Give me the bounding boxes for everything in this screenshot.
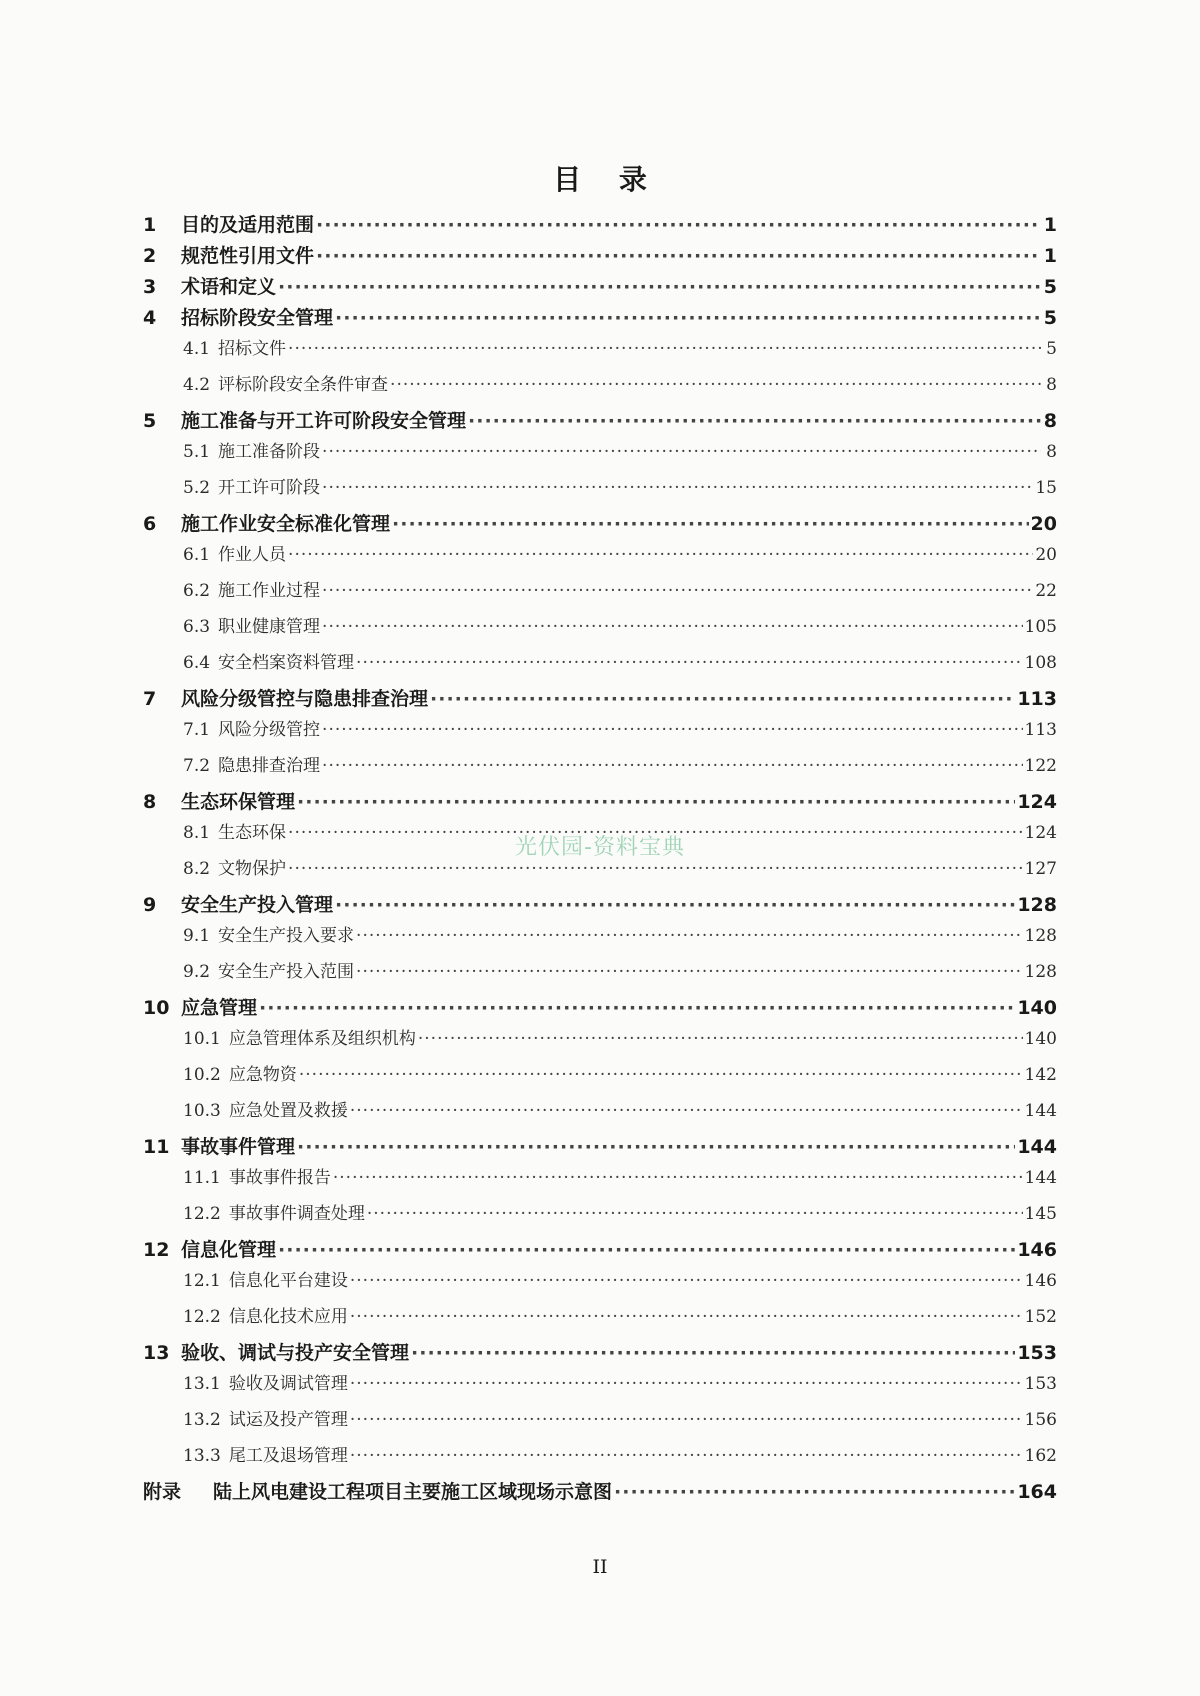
- toc-entry-page: 144: [1024, 1101, 1057, 1121]
- toc-entry-number: 6.4: [183, 653, 211, 673]
- page-number: II: [592, 1556, 608, 1578]
- toc-entry-title: 施工作业过程: [218, 581, 321, 601]
- toc-dot-leader: [350, 1101, 1023, 1121]
- toc-entry-number: 7.2: [183, 756, 211, 776]
- toc-entry-title: 风险分级管控: [218, 720, 321, 740]
- toc-entry-page: 105: [1024, 617, 1057, 637]
- toc-entry-number: 10.2: [183, 1065, 221, 1085]
- toc-entry-page: 144: [1024, 1168, 1057, 1188]
- toc-dot-leader: [614, 1481, 1015, 1503]
- toc-entry-title: 职业健康管理: [218, 617, 321, 637]
- toc-entry-title: 事故事件管理: [181, 1136, 296, 1158]
- toc-entry-page: 8: [1046, 442, 1057, 462]
- toc-entry-number: 12.1: [183, 1271, 221, 1291]
- toc-chapter-row[interactable]: [143, 241, 1057, 272]
- toc-entry-number: 9: [143, 894, 157, 916]
- toc-section-row[interactable]: [143, 1405, 1057, 1441]
- toc-entry-title: 事故事件调查处理: [228, 1204, 365, 1224]
- toc-section-row[interactable]: [143, 1096, 1057, 1132]
- toc-entry-page: 1: [1043, 214, 1057, 236]
- toc-entry-page: 124: [1024, 823, 1057, 843]
- toc-entry-page: 5: [1043, 276, 1057, 298]
- toc-entry-title: 信息化平台建设: [228, 1271, 348, 1291]
- toc-entry-number: 6.1: [183, 545, 211, 565]
- toc-entry-page: 140: [1017, 997, 1057, 1019]
- toc-dot-leader: [390, 375, 1041, 395]
- toc-section-row[interactable]: [143, 473, 1057, 509]
- toc-dot-leader: [418, 1029, 1023, 1049]
- toc-chapter-row[interactable]: [143, 406, 1057, 437]
- toc-entry-page: 15: [1035, 478, 1057, 498]
- toc-section-row[interactable]: [143, 921, 1057, 957]
- toc-chapter-row[interactable]: [143, 1338, 1057, 1369]
- toc-entry-number: 4.1: [183, 339, 211, 359]
- toc-entry-title: 评标阶段安全条件审查: [218, 375, 389, 395]
- toc-entry-number: 10.3: [183, 1101, 221, 1121]
- toc-entry-number: 7: [143, 688, 157, 710]
- toc-dot-leader: [356, 926, 1023, 946]
- toc-entry-title: 术语和定义: [181, 276, 277, 298]
- toc-entry-title: 开工许可阶段: [218, 478, 321, 498]
- toc-entry-number: 6.2: [183, 581, 211, 601]
- toc-entry-page: 145: [1024, 1204, 1057, 1224]
- page-title: 目 录: [553, 163, 661, 196]
- toc-appendix-row[interactable]: [143, 1477, 1057, 1510]
- toc-entry-number: 6.3: [183, 617, 211, 637]
- toc-section-row[interactable]: [143, 648, 1057, 684]
- toc-chapter-row[interactable]: [143, 684, 1057, 715]
- toc-section-row[interactable]: [143, 612, 1057, 648]
- toc-entry-title: 安全生产投入管理: [181, 894, 334, 916]
- toc-entry-title: 尾工及退场管理: [228, 1446, 348, 1466]
- toc-entry-title: 生态环保: [218, 823, 287, 843]
- toc-entry-number: 8.1: [183, 823, 211, 843]
- toc-entry-page: 146: [1017, 1239, 1057, 1261]
- toc-entry-title: 事故事件报告: [228, 1168, 331, 1188]
- toc-entry-page: 127: [1024, 859, 1057, 879]
- toc-entry-number: 13.3: [183, 1446, 221, 1466]
- toc-entry-page: 8: [1043, 410, 1057, 432]
- toc-chapter-row[interactable]: [143, 509, 1057, 540]
- toc-entry-page: 20: [1035, 545, 1057, 565]
- toc-entry-page: 124: [1017, 791, 1057, 813]
- toc-dot-leader: [322, 617, 1023, 637]
- toc-entry-number: 3: [143, 276, 157, 298]
- toc-dot-leader: [297, 791, 1015, 813]
- toc-entry-page: 5: [1043, 307, 1057, 329]
- toc-dot-leader: [322, 442, 1041, 462]
- toc-entry-number: 8: [143, 791, 157, 813]
- toc-entry-page: 152: [1024, 1307, 1057, 1327]
- toc-section-row[interactable]: [143, 1199, 1057, 1235]
- toc-dot-leader: [392, 513, 1029, 535]
- toc-section-row[interactable]: [143, 1024, 1057, 1060]
- toc-dot-leader: [316, 214, 1041, 236]
- toc-entry-number: 5.1: [183, 442, 211, 462]
- toc-entry-number: 9.1: [183, 926, 211, 946]
- toc-entry-title: 生态环保管理: [181, 791, 296, 813]
- toc-section-row[interactable]: [143, 1369, 1057, 1405]
- toc-dot-leader: [288, 339, 1041, 359]
- toc-section-row[interactable]: [143, 370, 1057, 406]
- watermark: 光伏园-资料宝典: [515, 835, 685, 860]
- toc-entry-title: 安全生产投入范围: [218, 962, 355, 982]
- toc-dot-leader: [288, 545, 1033, 565]
- toc-entry-page: 153: [1017, 1342, 1057, 1364]
- toc-entry-title: 陆上风电建设工程项目主要施工区域现场示意图: [213, 1481, 613, 1503]
- toc-dot-leader: [411, 1342, 1015, 1364]
- toc-dot-leader: [278, 1239, 1015, 1261]
- toc-entry-title: 目的及适用范围: [181, 214, 315, 236]
- toc-entry-title: 作业人员: [218, 545, 287, 565]
- toc-entry-title: 安全档案资料管理: [218, 653, 355, 673]
- toc-chapter-row[interactable]: [143, 787, 1057, 818]
- toc-section-row[interactable]: [143, 1302, 1057, 1338]
- toc-section-row[interactable]: [143, 1441, 1057, 1477]
- toc-entry-title: 应急管理: [181, 997, 258, 1019]
- toc-section-row[interactable]: [143, 715, 1057, 751]
- toc-dot-leader: [430, 688, 1015, 710]
- toc-dot-leader: [322, 756, 1023, 776]
- toc-section-row[interactable]: [143, 540, 1057, 576]
- toc-entry-number: 11.1: [183, 1168, 221, 1188]
- toc-dot-leader: [468, 410, 1041, 432]
- toc-dot-leader: [322, 581, 1033, 601]
- toc-entry-title: 隐患排查治理: [218, 756, 321, 776]
- toc-entry-title: 信息化管理: [181, 1239, 277, 1261]
- toc-entry-page: 122: [1024, 756, 1057, 776]
- toc-entry-page: 113: [1017, 688, 1057, 710]
- toc-chapter-row[interactable]: [143, 993, 1057, 1024]
- toc-entry-title: 招标阶段安全管理: [181, 307, 334, 329]
- toc-dot-leader: [356, 962, 1023, 982]
- toc-entry-number: 10.1: [183, 1029, 221, 1049]
- toc-dot-leader: [350, 1410, 1023, 1430]
- toc-entry-number: 7.1: [183, 720, 211, 740]
- toc-entry-number: 9.2: [183, 962, 211, 982]
- toc-dot-leader: [322, 720, 1023, 740]
- toc-entry-page: 146: [1024, 1271, 1057, 1291]
- toc-chapter-row[interactable]: [143, 210, 1057, 241]
- toc-entry-page: 128: [1024, 926, 1057, 946]
- toc-entry-title: 信息化技术应用: [228, 1307, 348, 1327]
- toc-dot-leader: [297, 1136, 1015, 1158]
- toc-entry-number: 12.2: [183, 1204, 221, 1224]
- toc-entry-title: 应急处置及救援: [228, 1101, 348, 1121]
- toc-entry-page: 164: [1017, 1481, 1057, 1503]
- toc-dot-leader: [335, 894, 1015, 916]
- toc-section-row[interactable]: [143, 1266, 1057, 1302]
- toc-section-row[interactable]: [143, 957, 1057, 993]
- toc-dot-leader: [322, 478, 1033, 498]
- toc-entry-number: 6: [143, 513, 157, 535]
- toc-entry-title: 文物保护: [218, 859, 287, 879]
- toc-entry-page: 8: [1046, 375, 1057, 395]
- toc-entry-number: 4.2: [183, 375, 211, 395]
- toc-dot-leader: [356, 653, 1023, 673]
- toc-entry-title: 施工准备与开工许可阶段安全管理: [181, 410, 467, 432]
- toc-dot-leader: [350, 1446, 1023, 1466]
- toc-section-row[interactable]: [143, 437, 1057, 473]
- toc-entry-number: 5: [143, 410, 157, 432]
- toc-dot-leader: [278, 276, 1041, 298]
- toc-entry-title: 施工作业安全标准化管理: [181, 513, 391, 535]
- toc-dot-leader: [333, 1168, 1023, 1188]
- toc-dot-leader: [288, 859, 1023, 879]
- toc-entry-number: 1: [143, 214, 157, 236]
- toc-section-row[interactable]: [143, 1060, 1057, 1096]
- toc-entry-title: 验收及调试管理: [228, 1374, 348, 1394]
- toc-entry-page: 22: [1035, 581, 1057, 601]
- toc-dot-leader: [350, 1271, 1023, 1291]
- toc-entry-number: 12.2: [183, 1307, 221, 1327]
- toc-entry-number: 4: [143, 307, 157, 329]
- toc-entry-page: 1: [1043, 245, 1057, 267]
- toc-entry-number: 2: [143, 245, 157, 267]
- toc-entry-number: 12: [143, 1239, 170, 1261]
- toc-section-row[interactable]: [143, 751, 1057, 787]
- toc-entry-number: 5.2: [183, 478, 211, 498]
- toc-chapter-row[interactable]: [143, 272, 1057, 303]
- toc-entry-title: 试运及投产管理: [228, 1410, 348, 1430]
- toc-entry-title: 风险分级管控与隐患排查治理: [181, 688, 429, 710]
- toc-entry-page: 140: [1024, 1029, 1057, 1049]
- toc-entry-page: 153: [1024, 1374, 1057, 1394]
- toc-section-row[interactable]: [143, 1163, 1057, 1199]
- toc-dot-leader: [367, 1204, 1023, 1224]
- toc-entry-number: 附录: [143, 1481, 182, 1503]
- toc-chapter-row[interactable]: [143, 1235, 1057, 1266]
- toc-chapter-row[interactable]: [143, 303, 1057, 334]
- toc-dot-leader: [316, 245, 1041, 267]
- toc-entry-title: 验收、调试与投产安全管理: [181, 1342, 410, 1364]
- toc-entry-page: 5: [1046, 339, 1057, 359]
- toc-entry-number: 13.2: [183, 1410, 221, 1430]
- toc-entry-page: 128: [1017, 894, 1057, 916]
- toc-entry-page: 113: [1024, 720, 1057, 740]
- toc-entry-number: 13.1: [183, 1374, 221, 1394]
- toc-chapter-row[interactable]: [143, 890, 1057, 921]
- toc-section-row[interactable]: [143, 576, 1057, 612]
- toc-entry-title: 应急物资: [228, 1065, 297, 1085]
- toc-entry-title: 规范性引用文件: [181, 245, 315, 267]
- toc-entry-page: 108: [1024, 653, 1057, 673]
- toc-entry-title: 应急管理体系及组织机构: [228, 1029, 416, 1049]
- toc-section-row[interactable]: [143, 334, 1057, 370]
- toc-entry-page: 20: [1030, 513, 1057, 535]
- toc-entry-title: 招标文件: [218, 339, 287, 359]
- toc-entry-number: 11: [143, 1136, 170, 1158]
- toc-entry-number: 10: [143, 997, 170, 1019]
- toc-entry-page: 144: [1017, 1136, 1057, 1158]
- toc-entry-page: 142: [1024, 1065, 1057, 1085]
- toc-dot-leader: [259, 997, 1015, 1019]
- toc-dot-leader: [350, 1307, 1023, 1327]
- toc-entry-page: 156: [1024, 1410, 1057, 1430]
- toc-chapter-row[interactable]: [143, 1132, 1057, 1163]
- toc-entry-page: 162: [1024, 1446, 1057, 1466]
- toc-entry-title: 施工准备阶段: [218, 442, 321, 462]
- toc-dot-leader: [335, 307, 1041, 329]
- toc-entry-number: 8.2: [183, 859, 211, 879]
- toc-entry-number: 13: [143, 1342, 170, 1364]
- toc-entry-title: 安全生产投入要求: [218, 926, 355, 946]
- toc-entry-page: 128: [1024, 962, 1057, 982]
- toc-dot-leader: [299, 1065, 1023, 1085]
- toc-dot-leader: [350, 1374, 1023, 1394]
